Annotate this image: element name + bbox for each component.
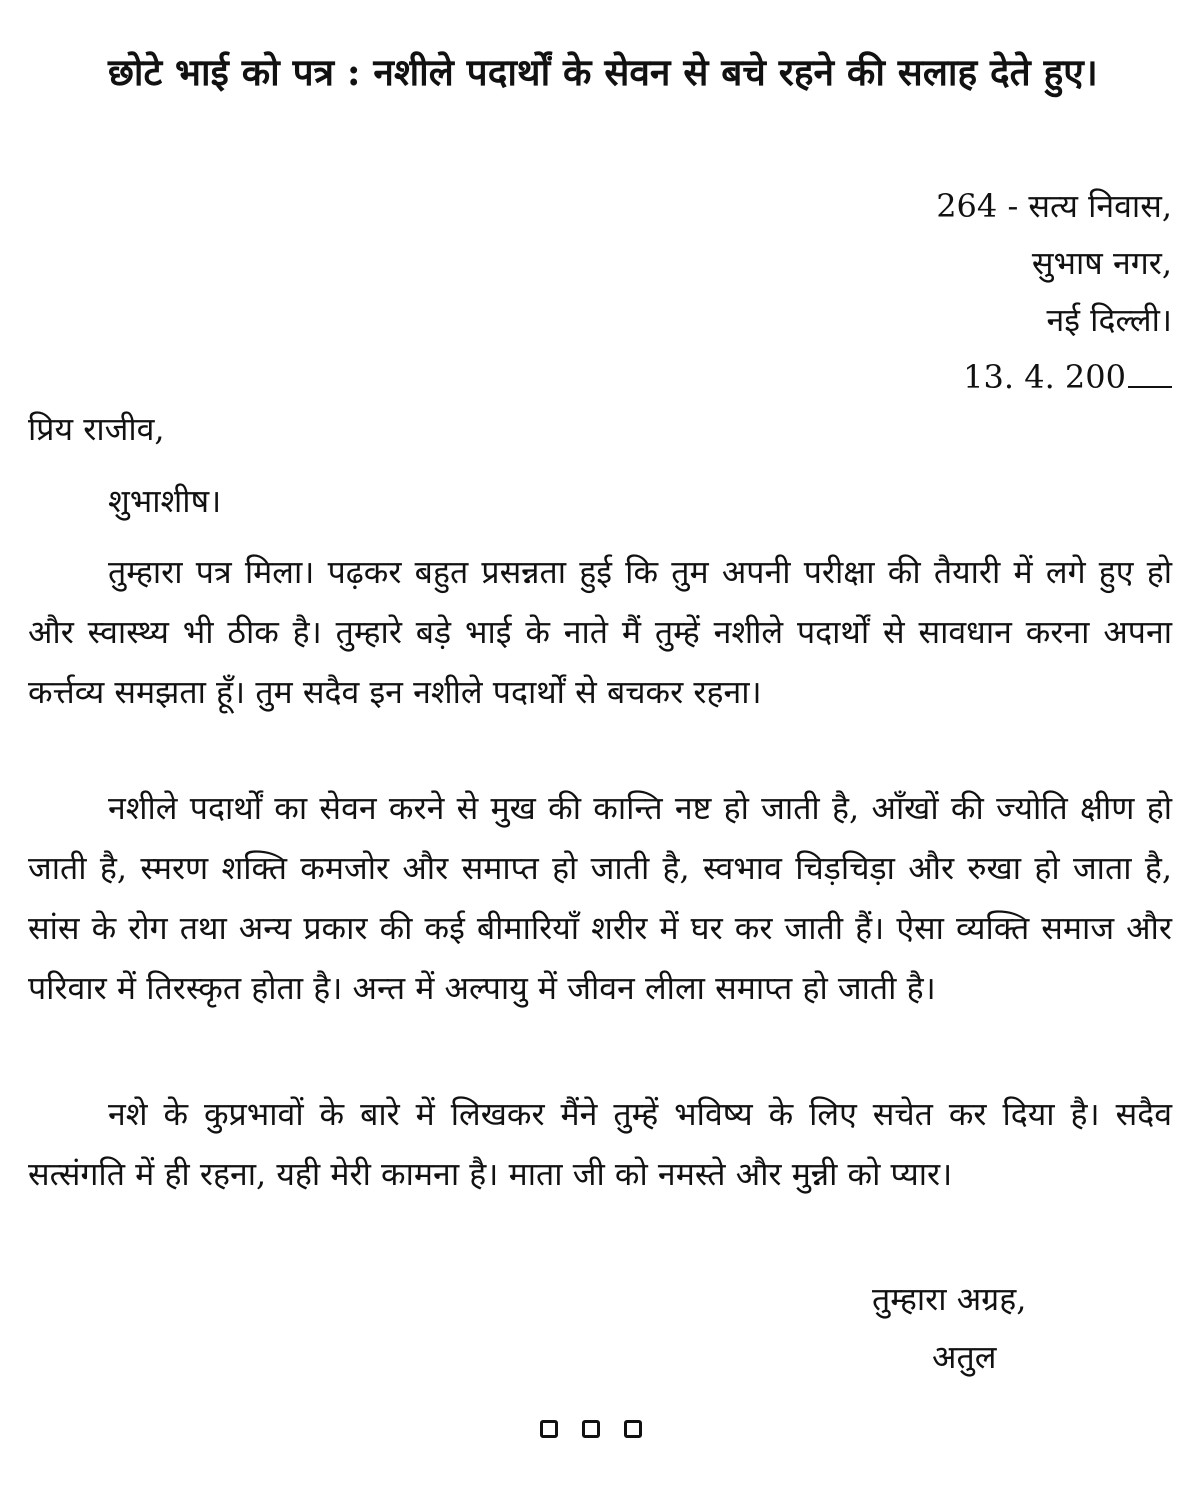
square-icon [624,1420,642,1438]
date-blank-line [1128,356,1172,388]
address-line-1: 264 - सत्य निवास, [936,187,1172,225]
letter-date-row [936,349,1172,406]
end-of-section-marks [540,1420,642,1438]
body-paragraph-3: नशे के कुप्रभावों के बारे में लिखकर मैंने तुम्हें भविष्य के लिए सचेत कर दिया है। सदैव सत्संगति में ही रहना, यही मेरी कामना है। माता जी को नमस्ते और मुन्नी को प्यार। [28,1095,1172,1193]
letter-title: छोटे भाई को पत्र : नशीले पदार्थों के सेवन से बचे रहने की सलाह देते हुए। [108,50,1098,94]
letter-date: 13. 4. 200 [963,358,1126,396]
body-paragraph-1: तुम्हारा पत्र मिला। पढ़कर बहुत प्रसन्नता हुई कि तुम अपनी परीक्षा की तैयारी में लगे हुए हो और स्वास्थ्य भी ठीक है। तुम्हारे बड़े भाई के नाते मैं तुम्हें नशीले पदार्थों से सावधान करना अपना कर्त्तव्य समझता हूँ। तुम सदैव इन नशीले पदार्थों से बचकर रहना। [28,553,1172,711]
sender-address [936,178,1172,406]
greeting: शुभाशीष। [108,482,222,520]
address-line-3: नई दिल्ली। [1046,301,1172,339]
closing: तुम्हारा अग्रह, [872,1280,1027,1318]
body-paragraph-2: नशीले पदार्थों का सेवन करने से मुख की कान्ति नष्ट हो जाती है, आँखों की ज्योति क्षीण हो जाती है, स्मरण शक्ति कमजोर और समाप्त हो जाती है, स्वभाव चिड़चिड़ा और रुखा हो जाता है, सांस के रोग तथा अन्य प्रकार की कई बीमारियाँ शरीर में घर कर जाती हैं। ऐसा व्यक्ति समाज और परिवार में तिरस्कृत होता है। अन्त में अल्पायु में जीवन लीला समाप्त हो जाती है। [28,789,1172,1007]
address-line-2: सुभाष नगर, [1031,244,1172,282]
salutation: प्रिय राजीव, [28,410,165,448]
square-icon [540,1420,558,1438]
square-icon [582,1420,600,1438]
signature: अतुल [932,1338,997,1376]
